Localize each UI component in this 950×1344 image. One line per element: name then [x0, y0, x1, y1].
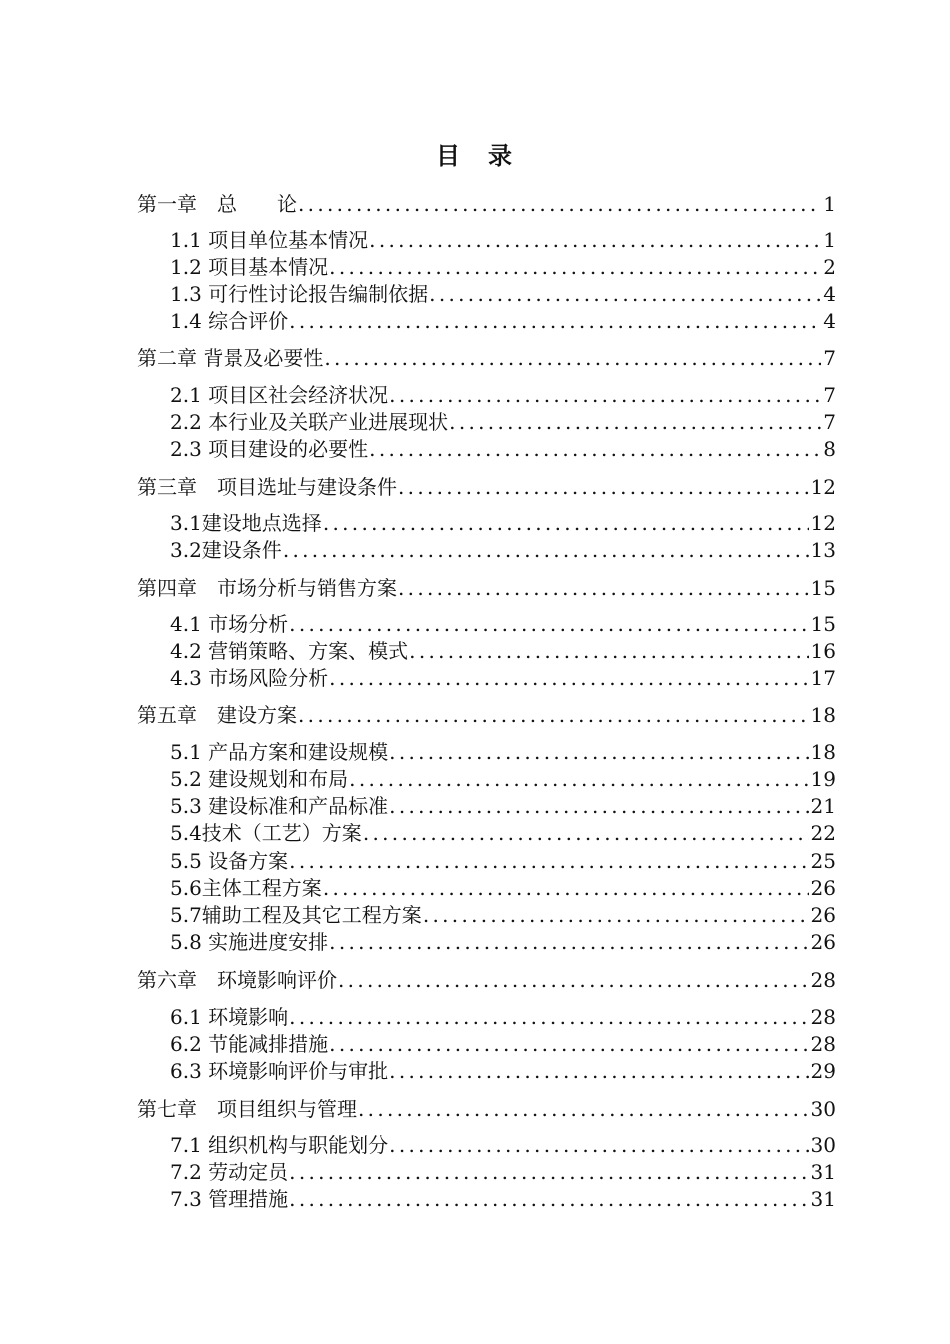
toc-entry-label: 4.1 市场分析	[170, 612, 289, 636]
toc-entry-label: 2.1 项目区社会经济状况	[170, 383, 389, 407]
toc-page-number: 2	[823, 255, 836, 279]
toc-entry-label: 5.2 建设规划和布局	[170, 767, 349, 791]
toc-page-number: 12	[810, 475, 836, 499]
toc-title: 目 录	[436, 141, 514, 170]
toc-entry-section[interactable]	[170, 281, 836, 307]
toc-entry-label: 第二章 背景及必要性	[137, 346, 324, 370]
toc-page-number: 19	[810, 767, 836, 791]
toc-dot-leader	[323, 510, 809, 536]
toc-entry-section[interactable]	[170, 254, 836, 280]
toc-dot-leader	[329, 665, 808, 691]
toc-entry-section[interactable]	[170, 1004, 836, 1030]
toc-entry-section[interactable]	[170, 665, 836, 691]
toc-entry-section[interactable]	[170, 902, 836, 928]
toc-page-number: 28	[810, 1032, 836, 1056]
toc-dot-leader	[323, 875, 809, 901]
toc-entry-label: 3.1建设地点选择	[170, 511, 322, 535]
toc-entry-label: 3.2建设条件	[170, 538, 282, 562]
toc-entry-chapter[interactable]	[137, 191, 836, 217]
toc-dot-leader	[389, 382, 821, 408]
toc-entry-label: 6.2 节能减排措施	[170, 1032, 329, 1056]
toc-page-number: 28	[810, 1005, 836, 1029]
toc-entry-section[interactable]	[170, 382, 836, 408]
toc-entry-section[interactable]	[170, 766, 836, 792]
toc-dot-leader	[329, 1031, 808, 1057]
toc-entry-label: 1.1 项目单位基本情况	[170, 228, 369, 252]
toc-page-number: 1	[823, 228, 836, 252]
toc-entry-section[interactable]	[170, 875, 836, 901]
toc-entry-section[interactable]	[170, 638, 836, 664]
toc-entry-label: 5.6主体工程方案	[170, 876, 322, 900]
toc-dot-leader	[358, 1096, 809, 1122]
toc-entry-label: 5.5 设备方案	[170, 849, 289, 873]
toc-dot-leader	[329, 929, 808, 955]
toc-entry-section[interactable]	[170, 1058, 836, 1084]
toc-dot-leader	[324, 345, 821, 371]
toc-page-number: 28	[810, 968, 836, 992]
toc-entry-section[interactable]	[170, 409, 836, 435]
toc-page-number: 21	[810, 794, 836, 818]
toc-entry-label: 5.8 实施进度安排	[170, 930, 329, 954]
toc-dot-leader	[389, 739, 808, 765]
toc-entry-section[interactable]	[170, 793, 836, 819]
toc-dot-leader	[289, 1159, 808, 1185]
toc-entry-chapter[interactable]	[137, 702, 836, 728]
toc-entry-chapter[interactable]	[137, 967, 836, 993]
toc-page-number: 7	[823, 383, 836, 407]
toc-page-number: 18	[810, 703, 836, 727]
toc-entry-label: 第一章 总 论	[137, 192, 297, 216]
toc-dot-leader	[389, 793, 808, 819]
toc-page-number: 22	[810, 821, 836, 845]
toc-entry-section[interactable]	[170, 929, 836, 955]
toc-entry-label: 2.3 项目建设的必要性	[170, 437, 369, 461]
toc-entry-label: 7.1 组织机构与职能划分	[170, 1133, 389, 1157]
toc-dot-leader	[289, 1004, 808, 1030]
toc-page-number: 18	[810, 740, 836, 764]
toc-page-number: 30	[810, 1133, 836, 1157]
toc-dot-leader	[283, 537, 809, 563]
toc-entry-section[interactable]	[170, 848, 836, 874]
toc-entry-section[interactable]	[170, 820, 836, 846]
toc-entry-section[interactable]	[170, 537, 836, 563]
toc-page-number: 16	[810, 639, 836, 663]
toc-entry-chapter[interactable]	[137, 345, 836, 371]
toc-entry-section[interactable]	[170, 1031, 836, 1057]
toc-page-number: 15	[810, 576, 836, 600]
toc-dot-leader	[338, 967, 809, 993]
toc-entry-label: 第五章 建设方案	[137, 703, 297, 727]
toc-dot-leader	[398, 474, 809, 500]
toc-entry-label: 5.3 建设标准和产品标准	[170, 794, 389, 818]
toc-dot-leader	[289, 611, 808, 637]
toc-entry-section[interactable]	[170, 227, 836, 253]
toc-entry-label: 2.2 本行业及关联产业进展现状	[170, 410, 449, 434]
toc-entry-label: 4.3 市场风险分析	[170, 666, 329, 690]
toc-page-number: 31	[810, 1160, 836, 1184]
toc-entry-label: 1.4 综合评价	[170, 309, 289, 333]
toc-page-number: 4	[823, 282, 836, 306]
toc-dot-leader	[363, 820, 809, 846]
toc-page-number: 12	[810, 511, 836, 535]
toc-entry-label: 第四章 市场分析与销售方案	[137, 576, 397, 600]
toc-entry-label: 5.1 产品方案和建设规模	[170, 740, 389, 764]
toc-entry-section[interactable]	[170, 1186, 836, 1212]
toc-dot-leader	[369, 436, 821, 462]
toc-page-number: 30	[810, 1097, 836, 1121]
toc-dot-leader	[369, 227, 821, 253]
toc-dot-leader	[423, 902, 809, 928]
toc-entry-section[interactable]	[170, 1159, 836, 1185]
toc-page-number: 15	[810, 612, 836, 636]
toc-dot-leader	[289, 308, 821, 334]
toc-page-number: 7	[823, 346, 836, 370]
toc-entry-label: 7.3 管理措施	[170, 1187, 289, 1211]
toc-page-number: 31	[810, 1187, 836, 1211]
toc-page-number: 26	[810, 930, 836, 954]
toc-entry-label: 第六章 环境影响评价	[137, 968, 337, 992]
toc-dot-leader	[329, 254, 821, 280]
toc-entry-chapter[interactable]	[137, 575, 836, 601]
toc-dot-leader	[289, 1186, 808, 1212]
toc-entry-section[interactable]	[170, 611, 836, 637]
toc-dot-leader	[389, 1058, 808, 1084]
toc-entry-label: 第三章 项目选址与建设条件	[137, 475, 397, 499]
toc-entry-chapter[interactable]	[137, 1096, 836, 1122]
toc-entry-label: 7.2 劳动定员	[170, 1160, 289, 1184]
toc-entry-label: 1.3 可行性讨论报告编制依据	[170, 282, 429, 306]
toc-dot-leader	[409, 638, 808, 664]
toc-entry-section[interactable]	[170, 510, 836, 536]
toc-entry-label: 6.3 环境影响评价与审批	[170, 1059, 389, 1083]
toc-page-number: 7	[823, 410, 836, 434]
toc-page-number: 4	[823, 309, 836, 333]
toc-entry-chapter[interactable]	[137, 474, 836, 500]
toc-dot-leader	[449, 409, 821, 435]
toc-page-number: 29	[810, 1059, 836, 1083]
toc-entry-section[interactable]	[170, 308, 836, 334]
toc-dot-leader	[298, 702, 809, 728]
toc-page-number: 17	[810, 666, 836, 690]
toc-page-number: 26	[810, 876, 836, 900]
toc-entry-section[interactable]	[170, 739, 836, 765]
toc-page-number: 1	[823, 192, 836, 216]
toc-dot-leader	[349, 766, 808, 792]
toc-entry-label: 1.2 项目基本情况	[170, 255, 329, 279]
toc-dot-leader	[289, 848, 808, 874]
toc-page-number: 25	[810, 849, 836, 873]
toc-entry-label: 5.7辅助工程及其它工程方案	[170, 903, 422, 927]
toc-dot-leader	[298, 191, 821, 217]
toc-entry-section[interactable]	[170, 436, 836, 462]
toc-entry-label: 第七章 项目组织与管理	[137, 1097, 357, 1121]
toc-page-number: 13	[810, 538, 836, 562]
toc-page-number: 26	[810, 903, 836, 927]
toc-dot-leader	[398, 575, 809, 601]
toc-entry-section[interactable]	[170, 1132, 836, 1158]
toc-entry-label: 6.1 环境影响	[170, 1005, 289, 1029]
toc-entry-label: 4.2 营销策略、方案、模式	[170, 639, 409, 663]
toc-page-number: 8	[823, 437, 836, 461]
toc-dot-leader	[429, 281, 821, 307]
toc-entry-label: 5.4技术（工艺）方案	[170, 821, 362, 845]
toc-dot-leader	[389, 1132, 808, 1158]
